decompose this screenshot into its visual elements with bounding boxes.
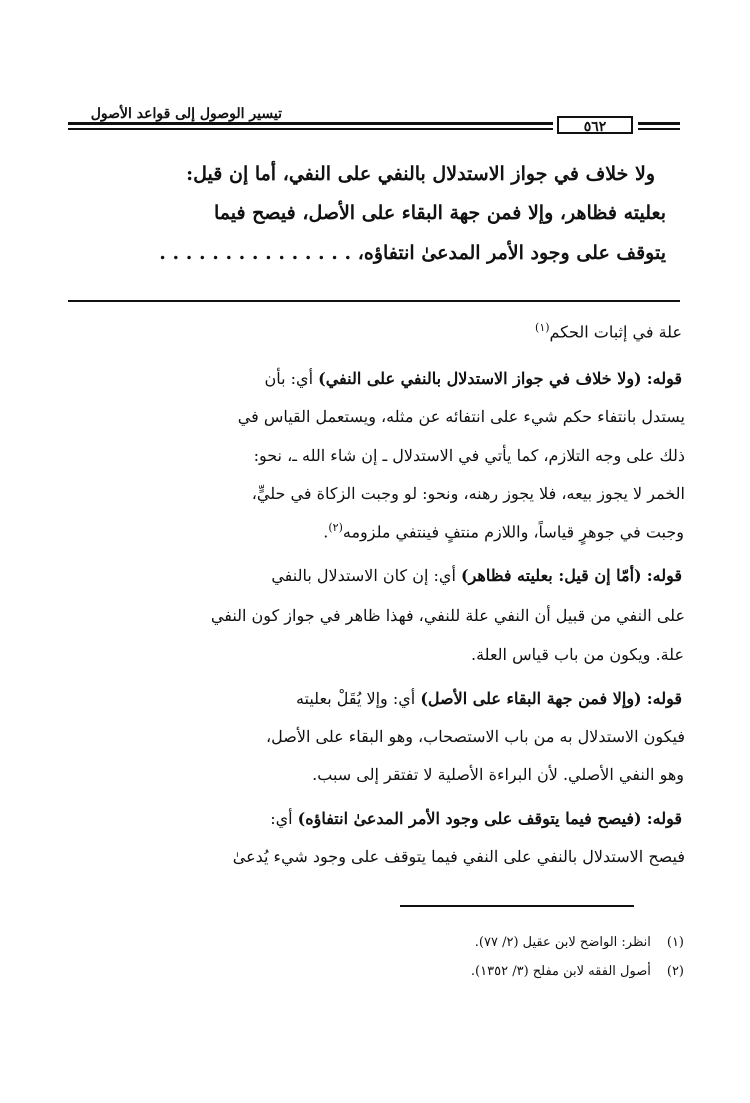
footnote-number: (٢) <box>666 964 684 979</box>
commentary-line <box>535 321 682 341</box>
main-commentary-separator <box>68 300 680 302</box>
commentary-line: فيصح الاستدلال بالنفي على النفي فيما يتوقف على وجود شيء يُدعىٰ <box>232 847 685 866</box>
header-rule-line <box>68 122 553 125</box>
header-rule-line <box>68 128 553 130</box>
footnote-number: (١) <box>666 935 684 950</box>
main-text-line: بعليته فظاهر، وإلا فمن جهة البقاء على الأصل، فيصح فيما <box>213 202 666 224</box>
commentary-text: أي: <box>270 809 293 828</box>
commentary-quote: (فيصح فيما يتوقف على وجود الأمر المدعىٰ انتفاؤه) <box>297 809 642 828</box>
footnote-rule <box>400 905 634 907</box>
commentary-label: قوله: <box>646 566 682 585</box>
commentary-quote: (ولا خلاف في جواز الاستدلال بالنفي على النفي) <box>318 369 642 388</box>
main-text-line: يتوقف على وجود الأمر المدعىٰ انتفاؤه، . . . . . . . . . . . . . . . <box>159 242 666 264</box>
commentary-line <box>270 809 682 828</box>
commentary-line <box>323 521 684 541</box>
commentary-line: ذلك على وجه التلازم، كما يأتي في الاستدلال ـ إن شاء الله ـ، نحو: <box>253 446 685 465</box>
main-text-line: ولا خلاف في جواز الاستدلال بالنفي على النفي، أما إن قيل: <box>186 163 655 185</box>
page-number: ٥٦٢ <box>557 116 633 134</box>
commentary-line: علة. ويكون من باب قياس العلة. <box>471 645 684 664</box>
commentary-line: على النفي من قبيل أن النفي علة للنفي، فهذا ظاهر في جواز كون النفي <box>210 606 685 625</box>
commentary-line: فيكون الاستدلال به من باب الاستصحاب، وهو البقاء على الأصل، <box>265 727 685 746</box>
commentary-quote: (أمّا إن قيل: بعليته فظاهر) <box>461 566 642 585</box>
commentary-line <box>265 369 683 388</box>
footnote-ref: (١) <box>535 321 550 334</box>
commentary-line <box>271 566 682 585</box>
commentary-line: الخمر لا يجوز بيعه، فلا يجوز رهنه، ونحو: لو وجبت الزكاة في حليٍّ، <box>251 484 685 503</box>
header-rule <box>68 120 680 134</box>
footnote <box>471 964 684 979</box>
commentary-label: قوله: <box>646 369 682 388</box>
commentary-line: وهو النفي الأصلي. لأن البراءة الأصلية لا تفتقر إلى سبب. <box>312 765 684 784</box>
footnote-text: انظر: الواضح لابن عقيل (٢/ ٧٧). <box>474 935 651 950</box>
running-title: تيسير الوصول إلى قواعد الأصول <box>90 106 282 122</box>
footnote-ref: (٢) <box>328 521 343 534</box>
commentary-text: وجبت في جوهرٍ قياساً، واللازم منتفٍ فينتفي ملزومه <box>342 522 684 542</box>
full-stop: . <box>323 522 329 542</box>
commentary-line <box>296 689 682 708</box>
header-rule-line <box>638 128 680 130</box>
commentary-label: قوله: <box>646 809 682 828</box>
header-rule-line <box>638 122 680 125</box>
footnote <box>475 935 684 950</box>
commentary-quote: (وإلا فمن جهة البقاء على الأصل) <box>420 689 642 708</box>
commentary-text: علة في إثبات الحكم <box>549 322 682 342</box>
commentary-line: يستدل بانتفاء حكم شيء على انتفائه عن مثله، ويستعمل القياس في <box>237 407 685 426</box>
commentary-text: أي: بأن <box>264 369 314 388</box>
footnote-text: أصول الفقه لابن مفلح (٣/ ١٣٥٢). <box>470 964 651 979</box>
commentary-label: قوله: <box>646 689 682 708</box>
commentary-text: أي: إن كان الاستدلال بالنفي <box>271 566 456 585</box>
commentary-text: أي: وإلا يُقَلْ بعليته <box>295 689 416 708</box>
